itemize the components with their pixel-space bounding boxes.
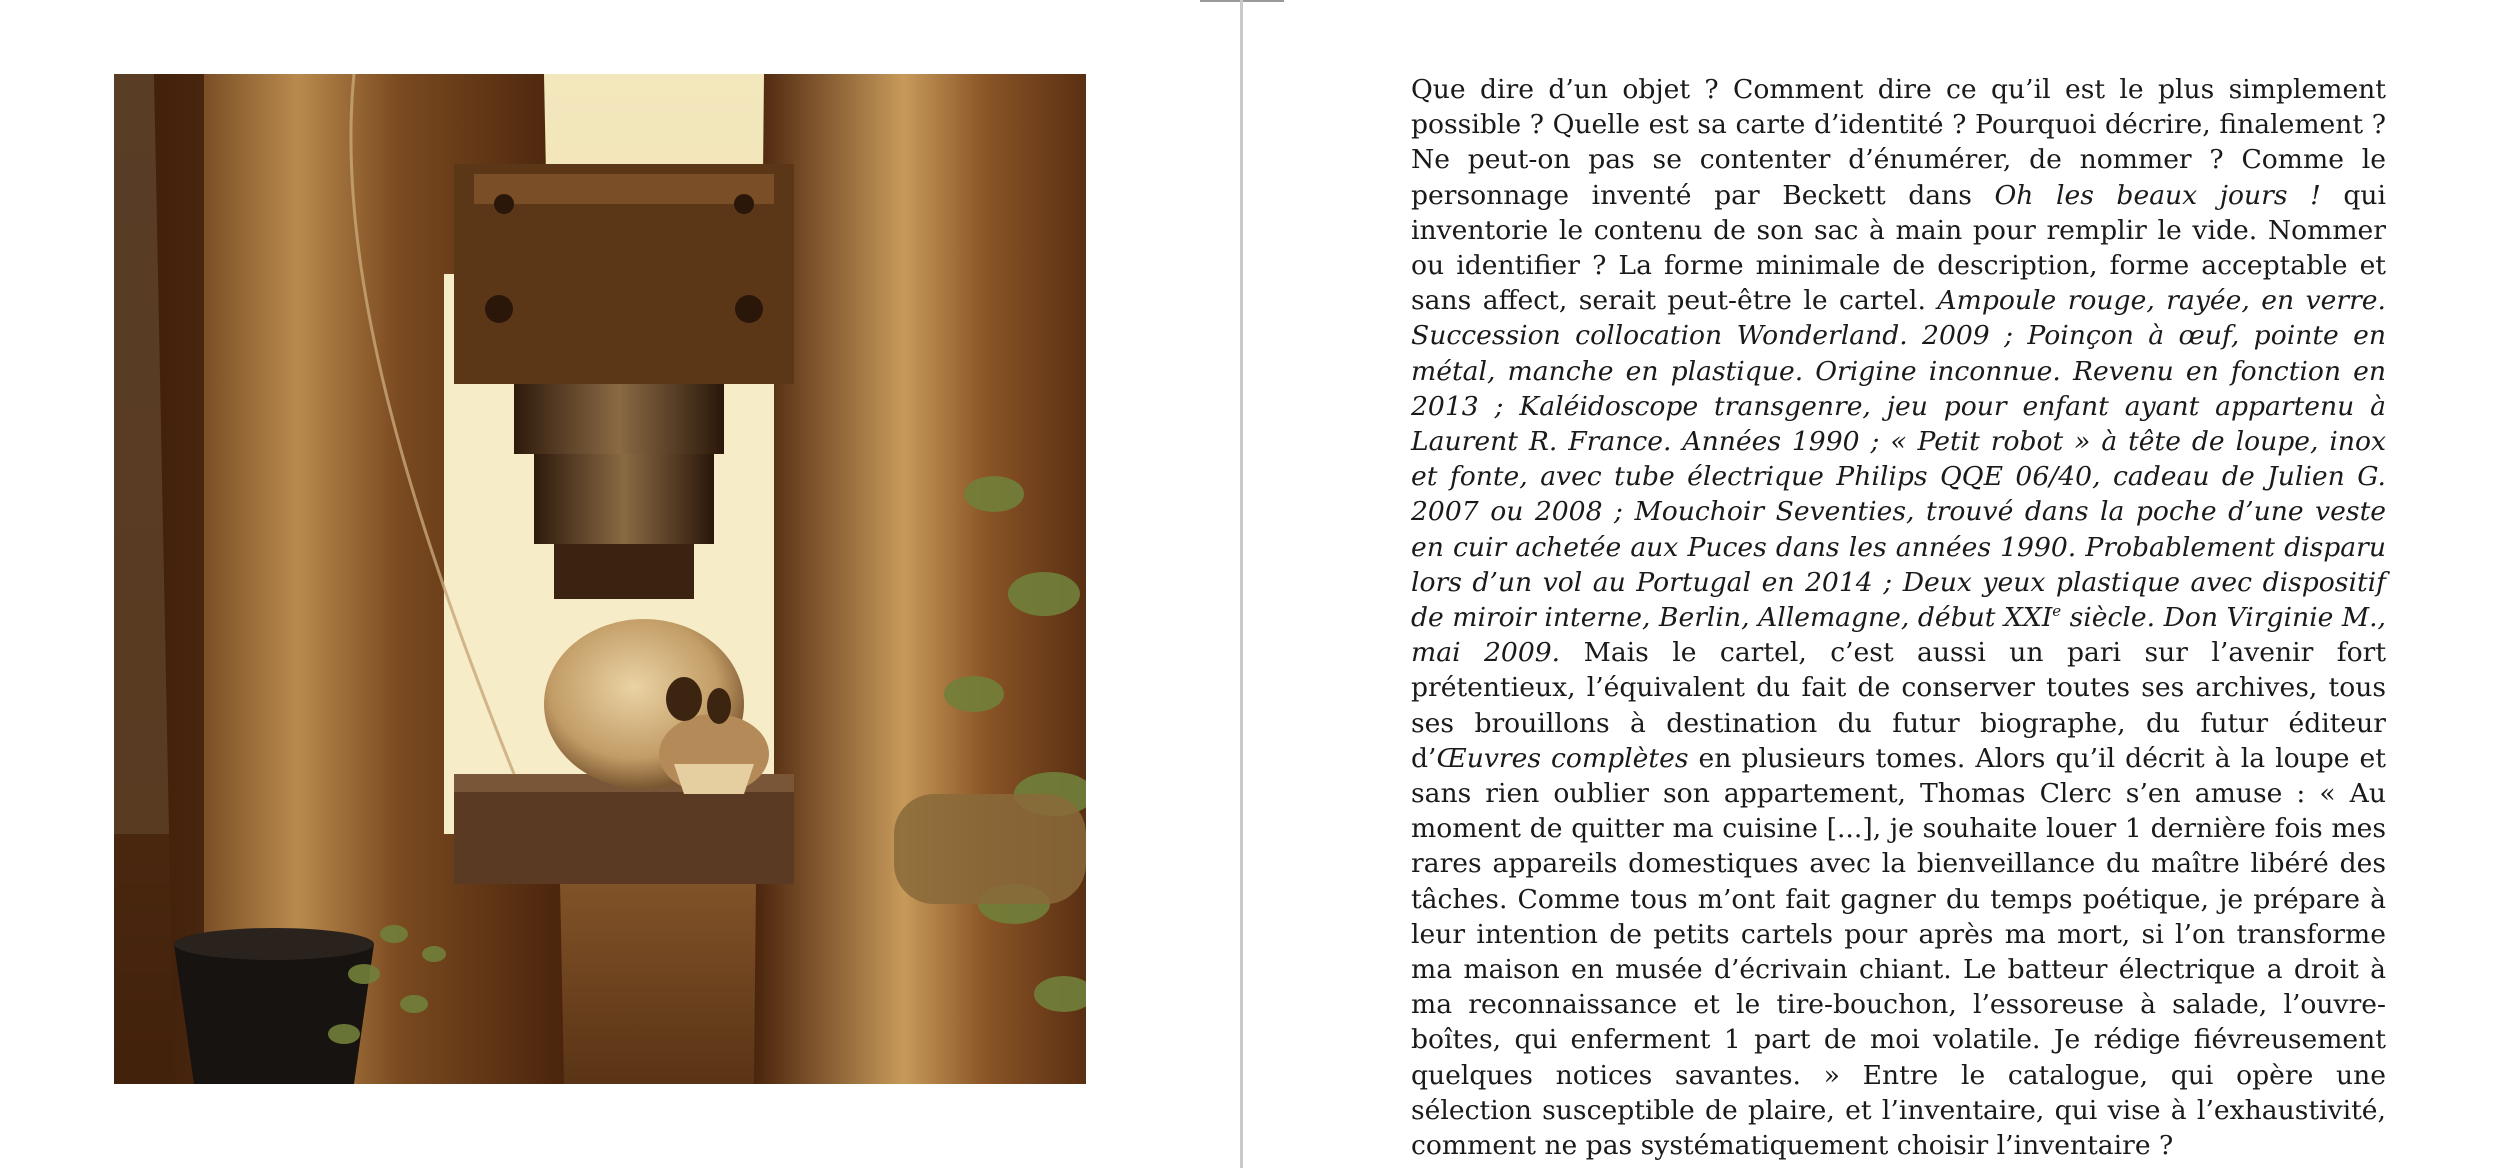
photo-illustration [114, 74, 1086, 1084]
text-seg-5-sup: e [2052, 602, 2062, 621]
text-seg-7: Mais le cartel, c’est aussi un pari sur l’avenir fort prétentieux, l’équivalent du fait de conserver toutes ses archives, tous ses brouillons à destination du futur biographe, du futur éditeur d’ [1411, 637, 2387, 774]
text-seg-6-italic: siècle. Don Virginie M., mai 2009. [1411, 602, 2386, 669]
text-seg-3: qui inventorie le contenu de son sac à main pour remplir le vide. Nommer ou identifier ? La forme minimale de description, forme acceptable et sans affect, serait peut-être le cartel. [1411, 179, 2386, 317]
text-seg-4-italic: Ampoule rouge, rayée, en verre. Succession collocation Wonderland. 2009 ; Poinçon à œuf, pointe en métal, manche en plastique. Origine inconnue. Revenu en fonction en 2013 ; Kaléidoscope transgenre, jeu pour enfant ayant appartenu à Laurent R. France. Années 1990 ; « Petit robot » à tête de loupe, inox et fonte, avec tube électrique Philips QQE 06/40, cadeau de Julien G. 2007 ou 2008 ; Mouchoir Seventies, trouvé dans la poche d’une veste en cuir achetée aux Puces dans les années 1990. Probablement disparu lors d’un vol au Portugal en 2014 ; Deux yeux plastique avec dispositif de miroir interne, Berlin, Allemagne, début XXI [1411, 285, 2386, 634]
text-seg-8-italic: Œuvres complètes [1436, 742, 1689, 774]
body-text [1411, 72, 2386, 1163]
photo-skull-under-press [114, 74, 1086, 1084]
text-seg-9: en plusieurs tomes. Alors qu’il décrit à la loupe et sans rien oublier son appartement, Thomas Clerc s’en amuse : « Au moment de quitter ma cuisine [...], je souhaite louer 1 dernière fois mes rares appareils domestiques avec la bienveillance du maître libéré des tâches. Comme tous m’ont fait gagner du temps poétique, je prépare à leur intention de petits cartels pour après ma mort, si l’on transforme ma maison en musée d’écrivain chiant. Le batteur électrique a droit à ma reconnaissance et le tire-bouchon, l’essoreuse à salade, l’ouvre-boîtes, qui enferment 1 part de moi volatile. Je rédige fiévreusement quelques notices savantes. » Entre le catalogue, qui opère une sélection susceptible de plaire, et l’inventaire, qui vise à l’exhaustivité, comment ne pas systématiquement choisir l’inventaire ? [1411, 742, 2386, 1162]
main-paragraph [1411, 72, 2386, 1163]
page-gutter [1240, 0, 1243, 1168]
text-seg-2-italic: Oh les beaux jours ! [1994, 179, 2321, 211]
text-seg-1: Que dire d’un objet ? Comment dire ce qu’il est le plus simplement possible ? Quelle est sa carte d’identité ? Pourquoi décrire, finalement ? Ne peut-on pas se contenter d’énumérer, de nommer ? Comme le personnage inventé par Beckett dans [1411, 74, 2386, 211]
